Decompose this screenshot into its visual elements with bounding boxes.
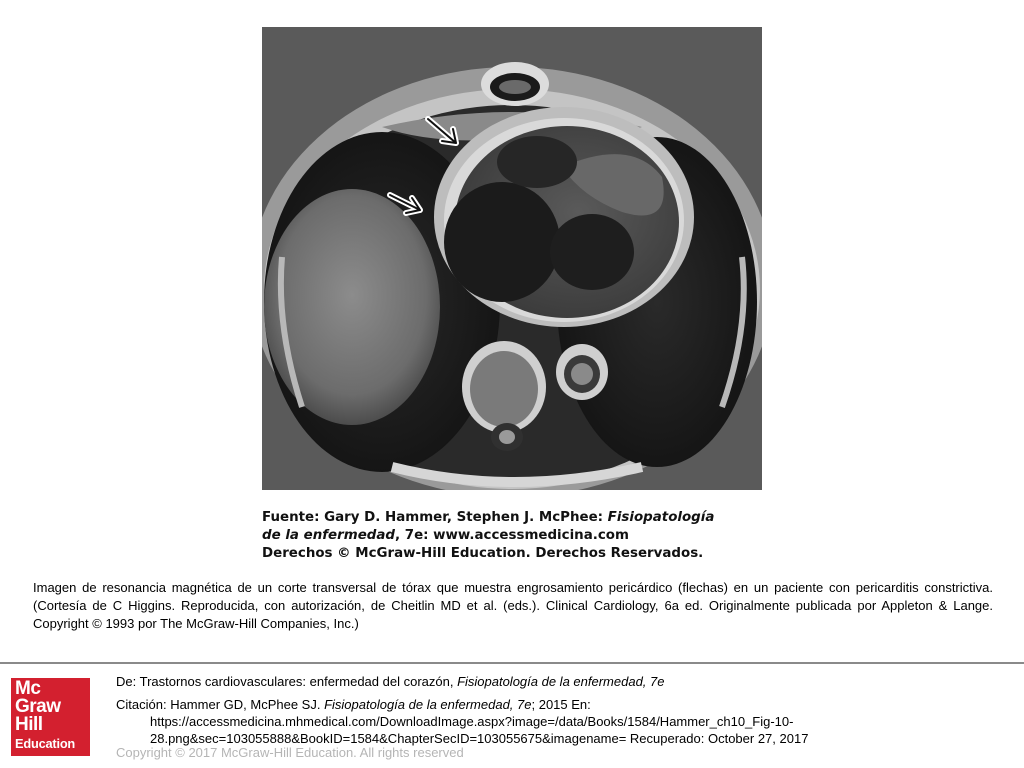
mcgraw-hill-logo: Mc Graw Hill Education [11, 678, 90, 756]
footer-divider [0, 662, 1024, 664]
credit-line-2: de la enfermedad, 7e: www.accessmedicina.com [262, 528, 629, 543]
citation-url-line-2[interactable]: 28.png&sec=103055888&BookID=1584&ChapterSecID=103055675&imagename= Recuperado: October 27, 2017 [150, 731, 809, 746]
citation-block: Citación: Hammer GD, McPhee SJ. Fisiopatología de la enfermedad, 7e; 2015 En: https://accessmedicina.mhmedical.com/DownloadImage.aspx?image=/data/Books/1584/Hammer_ch10_Fig-10- 28.png&sec=103055888&BookID=1584&ChapterSecID=103055675&imagename= Recuperado: October 27, 2017 [116, 697, 809, 746]
source-line: De: Trastornos cardiovasculares: enfermedad del corazón, Fisiopatología de la enfermedad, 7e [116, 674, 665, 689]
mri-figure [262, 27, 762, 563]
mri-image [262, 27, 762, 490]
figure-credit [262, 490, 762, 563]
figure-caption: Imagen de resonancia magnética de un corte transversal de tórax que muestra engrosamiento pericárdico (flechas) en un paciente con pericarditis constrictiva. (Cortesía de C Higgins. Reproducida, con autorización, de Cheitlin MD et al. (eds.). Clinical Cardiology, 6a ed. Originalmente publicada por Appleton & Lange. Copyright © 1993 por The McGraw-Hill Companies, Inc.) [33, 580, 993, 631]
credit-line-1: Fuente: Gary D. Hammer, Stephen J. McPhee: Fisiopatología [262, 510, 715, 525]
copyright-notice: Copyright © 2017 McGraw-Hill Education. All rights reserved [116, 745, 464, 760]
credit-line-3: Derechos © McGraw-Hill Education. Derechos Reservados. [262, 546, 704, 561]
citation-url-line-1[interactable]: https://accessmedicina.mhmedical.com/DownloadImage.aspx?image=/data/Books/1584/Hammer_ch10_Fig-10- [150, 714, 794, 729]
